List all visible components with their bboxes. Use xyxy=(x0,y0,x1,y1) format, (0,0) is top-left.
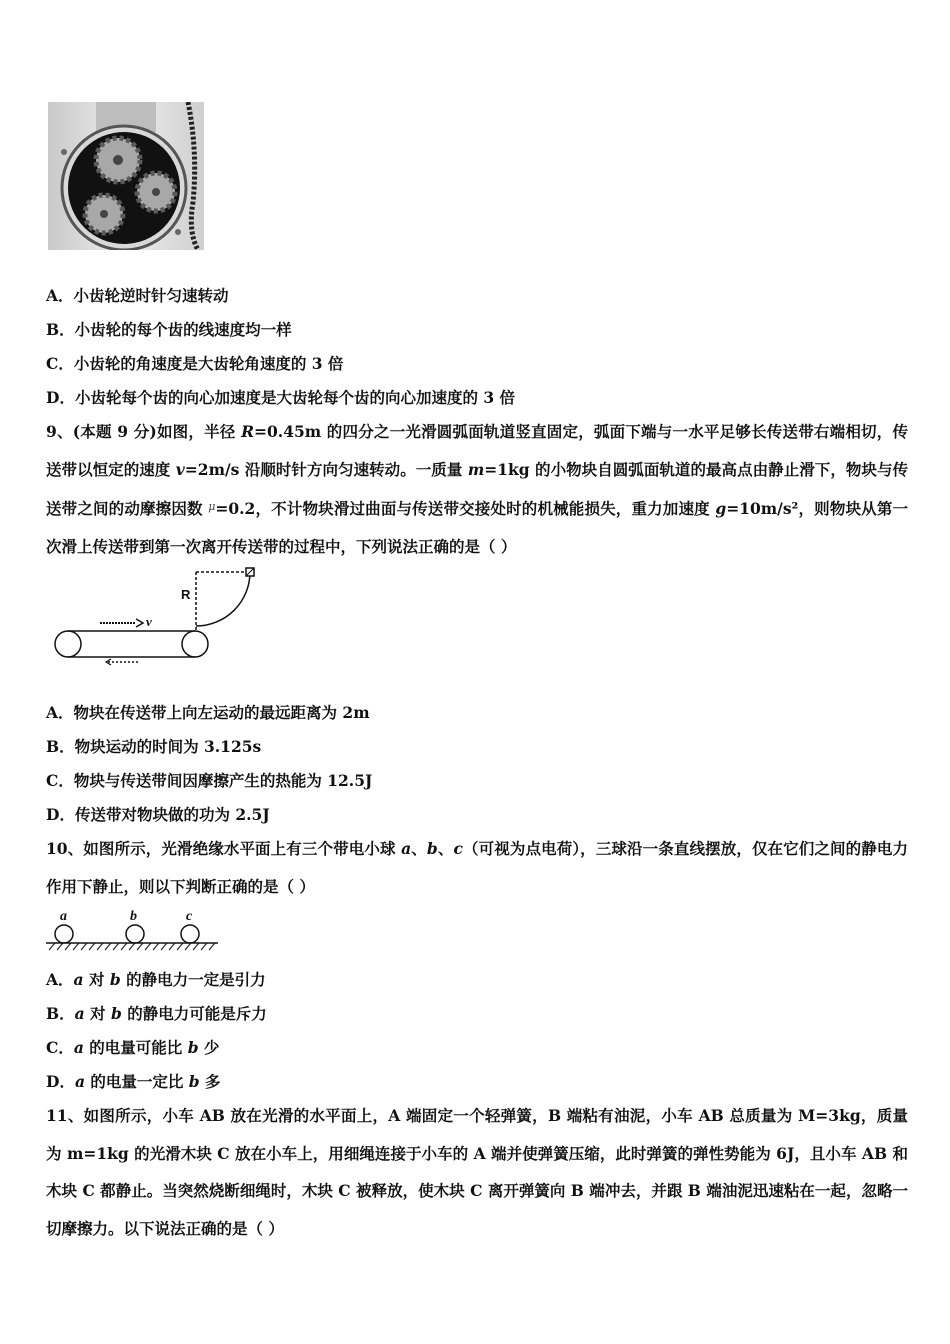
ball-b xyxy=(126,925,144,943)
q10-option-b: B．a 对 b 的静电力可能是斥力 xyxy=(46,1004,267,1023)
q10-option-c: C．a 的电量可能比 b 少 xyxy=(46,1038,220,1057)
q10-stem: 10、如图所示，光滑绝缘水平面上有三个带电小球 a、b、c（可视为点电荷），三球沿一条直线摆放，仅在它们之间的静电力作用下静止，则以下判断正确的是（ ） xyxy=(46,839,908,896)
q10-option-a: A．a 对 b 的静电力一定是引力 xyxy=(46,970,266,989)
q8-option-d: D．小齿轮每个齿的向心加速度是大齿轮每个齿的向心加速度的 3 倍 xyxy=(46,388,516,407)
radius-label: R xyxy=(181,587,191,602)
gear-figure xyxy=(48,102,204,250)
q8-option-c: C．小齿轮的角速度是大齿轮角速度的 3 倍 xyxy=(46,354,344,373)
velocity-label: v xyxy=(146,614,152,629)
label-b: b xyxy=(130,909,137,924)
q9-conveyor-figure xyxy=(48,564,268,674)
q9-stem: 9、(本题 9 分)如图，半径 R=0.45m 的四分之一光滑圆弧面轨道竖直固定，弧面下端与一水平足够长传送带右端相切，传送带以恒定的速度 v=2m/s 沿顺时针方向匀速转动。一质量 m=1kg 的小物块自圆弧面轨道的最高点由静止滑下，物块与传送带之间的动摩擦因数 $^\mu$=0.2，不计物块滑过曲面与传送带交接处时的机械能损失，重力加速度 g=10m/s²，则物块从第一次滑上传送带到第一次离开传送带的过程中，下列说法正确的是（ ） xyxy=(46,422,908,556)
ball-c xyxy=(181,925,199,943)
label-c: c xyxy=(186,909,193,924)
q9-option-a: A．物块在传送带上向左运动的最远距离为 2m xyxy=(46,703,370,722)
q8-option-b: B．小齿轮的每个齿的线速度均一样 xyxy=(46,320,292,339)
q8-option-a: A．小齿轮逆时针匀速转动 xyxy=(46,286,229,305)
q9-option-d: D．传送带对物块做的功为 2.5J xyxy=(46,805,270,824)
q11-stem: 11、如图所示，小车 AB 放在光滑的水平面上，A 端固定一个轻弹簧，B 端粘有油泥，小车 AB 总质量为 M=3kg，质量为 m=1kg 的光滑木块 C 放在小车上，用细绳连接于小车的 A 端并使弹簧压缩，此时弹簧的弹性势能为 6J，且小车 AB 和木块 C 都静止。当突然烧断细绳时，木块 C 被释放，使木块 C 离开弹簧向 B 端冲去，并跟 B 端油泥迅速粘在一起，忽略一切摩擦力。以下说法正确的是（ ） xyxy=(46,1106,908,1238)
q9-option-c: C．物块与传送带间因摩擦产生的热能为 12.5J xyxy=(46,771,373,790)
q9-option-b: B．物块运动的时间为 3.125s xyxy=(46,737,262,756)
ball-a xyxy=(55,925,73,943)
q10-balls-figure xyxy=(46,908,221,952)
label-a: a xyxy=(60,909,67,924)
q10-option-d: D．a 的电量一定比 b 多 xyxy=(46,1072,221,1091)
